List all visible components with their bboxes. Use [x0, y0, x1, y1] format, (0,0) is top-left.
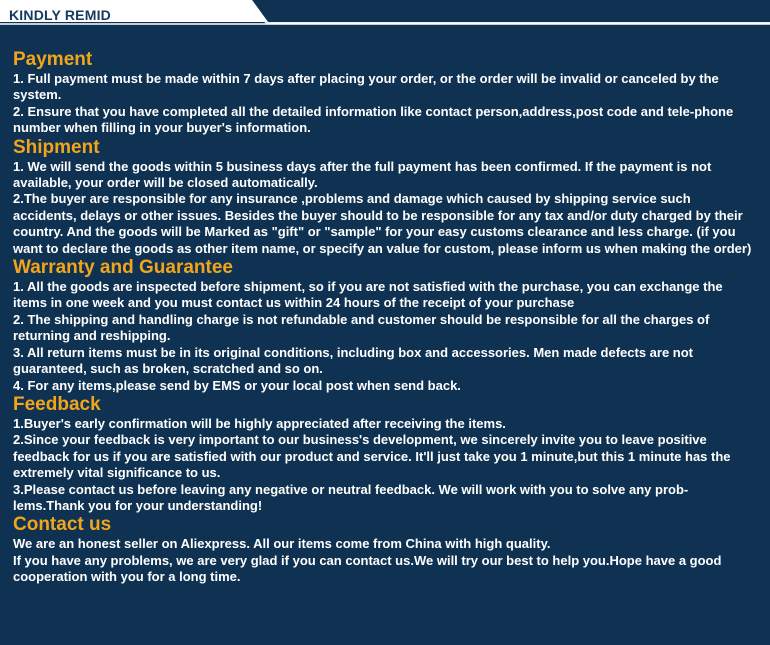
section-paragraph: 3. All return items must be in its original conditions, including box and accessories. Men made defects are not guaranteed, such as broken, scratched and so on. — [13, 344, 693, 377]
section-paragraph: 2. The shipping and handling charge is not refundable and customer should be responsible for all the charges of returning and reshipping. — [13, 311, 710, 344]
section-paragraph: If you have any problems, we are very glad if you can contact us.We will try our best to help you.Hope have a good cooperation with you for a long time. — [13, 552, 722, 585]
section-paragraph: 1. Full payment must be made within 7 days after placing your order, or the order will be invalid or canceled by the system. — [13, 71, 719, 103]
section-paragraph: 2.The buyer are responsible for any insurance ,problems and damage which caused by shipping service such accidents, delays or other issues. Besides the buyer should to be responsible for any tax and/or duty charged by their country. And the goods will be Marked as "gift" or "sample" for your easy customs clearance and less charge. (if you want to declare the goods as other item name, or specify an value for custom, please inform us when making the order) — [13, 191, 752, 256]
section-heading: Contact us — [13, 514, 112, 536]
section-heading: Shipment — [13, 136, 100, 158]
section-paragraph: 1. We will send the goods within 5 business days after the full payment has been confirmed. If the payment is not available, your order will be closed automatically. — [13, 158, 712, 191]
section-paragraph: We are an honest seller on Aliexpress. All our items come from China with high quality. — [13, 536, 551, 552]
section-paragraph: 1.Buyer's early confirmation will be highly appreciated after receiving the items. — [13, 415, 506, 431]
section-payment — [13, 49, 755, 137]
section-feedback — [13, 394, 755, 514]
section-warranty — [13, 257, 755, 394]
notice-content — [13, 49, 755, 586]
section-shipment — [13, 137, 755, 257]
header-tab-strip — [0, 0, 770, 36]
section-paragraph: 4. For any items,please send by EMS or your local post when send back. — [13, 377, 461, 393]
header-title: KINDLY REMID — [9, 7, 111, 23]
section-paragraph: 2. Ensure that you have completed all the detailed information like contact person,address,post code and tele-phone number when filling in your buyer's information. — [13, 103, 734, 136]
section-paragraph: 1. All the goods are inspected before shipment, so if you are not satisfied with the purchase, you can exchange the items in one week and you must contact us within 24 hours of the receipt of your purchase — [13, 279, 723, 311]
section-heading: Warranty and Guarantee — [13, 257, 233, 279]
section-paragraph: 3.Please contact us before leaving any negative or neutral feedback. We will work with you to solve any prob-lems.Thank you for your understanding! — [13, 481, 689, 513]
section-heading: Feedback — [13, 393, 101, 415]
section-contact — [13, 514, 755, 585]
section-heading: Payment — [13, 49, 93, 70]
section-paragraph: 2.Since your feedback is very important to our business's development, we sincerely invite you to leave positive feedback for us if you are satisfied with our product and service. It'll just take you 1 minute,but this 1 minute has the extremely vital significance to us. — [13, 432, 731, 481]
